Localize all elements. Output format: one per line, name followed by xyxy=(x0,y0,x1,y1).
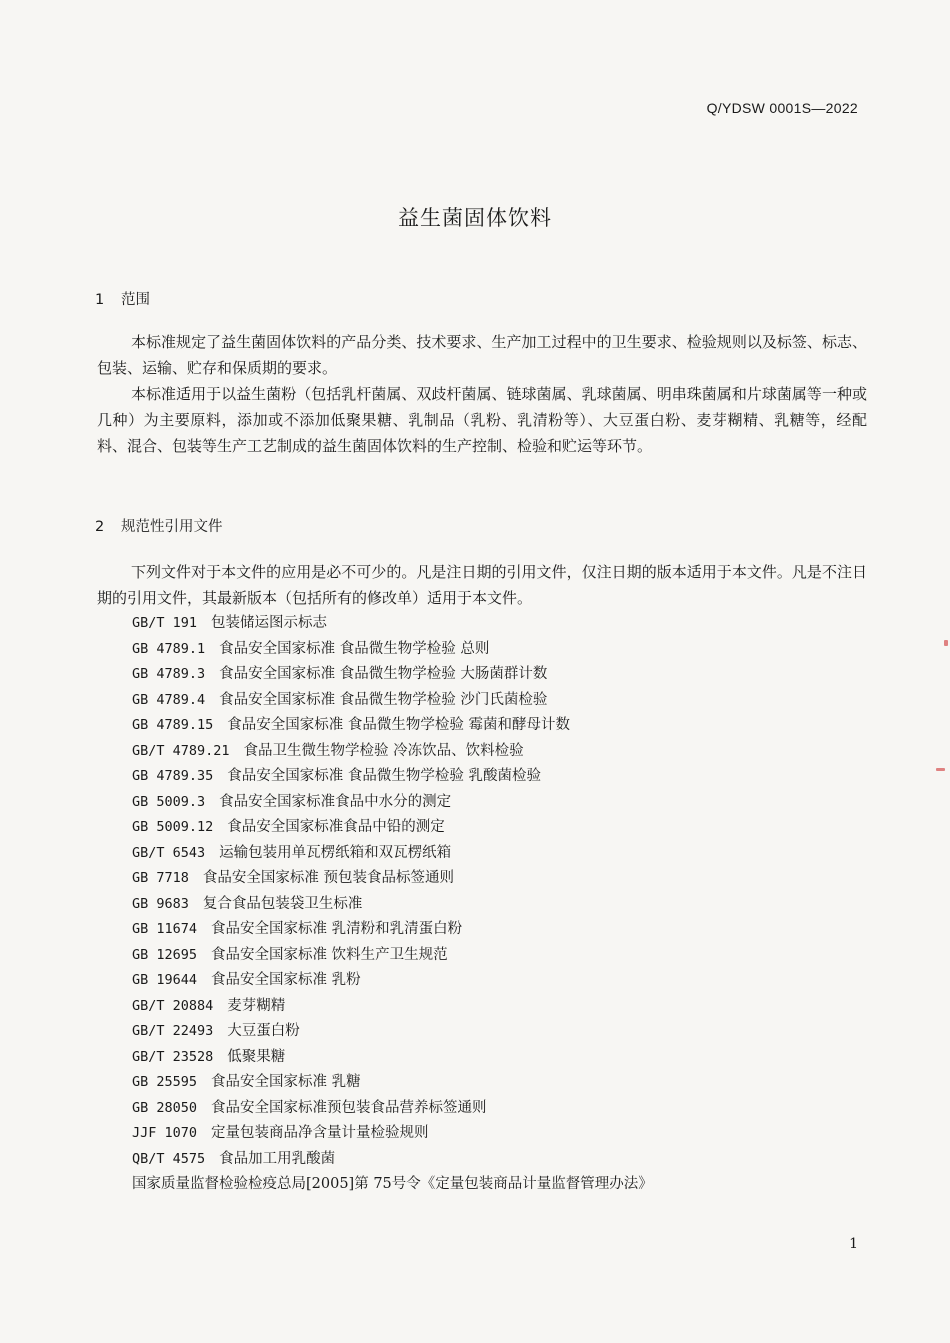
reference-item xyxy=(132,841,653,867)
reference-code: GB 4789.1 xyxy=(132,640,206,657)
reference-item xyxy=(132,739,653,765)
references-intro-paragraph: 下列文件对于本文件的应用是必不可少的。凡是注日期的引用文件，仅注日期的版本适用于本文件。凡是不注日期的引用文件，其最新版本（包括所有的修改单）适用于本文件。 xyxy=(97,563,867,607)
scope-paragraph-2: 本标准适用于以益生菌粉（包括乳杆菌属、双歧杆菌属、链球菌属、乳球菌属、明串珠菌属和片球菌属等一种或几种）为主要原料，添加或不添加低聚果糖、乳制品（乳粉、乳清粉等）、大豆蛋白粉、麦芽糊精、乳糖等，经配料、混合、包装等生产工艺制成的益生菌固体饮料的生产控制、检验和贮运等环节。 xyxy=(97,385,867,455)
scan-speck xyxy=(944,640,948,646)
reference-list xyxy=(132,611,653,1198)
reference-item xyxy=(132,1121,653,1147)
reference-title: 食品卫生微生物学检验 冷冻饮品、饮料检验 xyxy=(243,742,524,759)
section-number: 2 xyxy=(95,519,105,535)
reference-code: GB 4789.4 xyxy=(132,691,206,708)
reference-item xyxy=(132,994,653,1020)
reference-title: 食品安全国家标准 食品微生物学检验 霉菌和酵母计数 xyxy=(227,717,570,733)
scan-speck xyxy=(936,768,945,771)
page-title: 益生菌固体饮料 xyxy=(398,206,552,230)
reference-title: 食品安全国家标准 食品微生物学检验 大肠菌群计数 xyxy=(219,666,548,682)
reference-code: GB 9683 xyxy=(132,895,189,912)
reference-title: 食品安全国家标准 预包装食品标签通则 xyxy=(202,870,455,886)
scope-paragraph-1: 本标准规定了益生菌固体饮料的产品分类、技术要求、生产加工过程中的卫生要求、检验规则以及标签、标志、包装、运输、贮存和保质期的要求。 xyxy=(97,333,867,377)
reference-code: GB 25595 xyxy=(132,1074,198,1090)
reference-title: 食品安全国家标准 食品微生物学检验 沙门氏菌检验 xyxy=(219,691,548,708)
reference-code: GB 7718 xyxy=(132,870,189,886)
reference-code: GB/T 20884 xyxy=(132,997,214,1014)
reference-item xyxy=(132,1096,653,1122)
reference-item-regulation: 国家质量监督检验检疫总局[2005]第 75号令《定量包装商品计量监督管理办法》 xyxy=(132,1176,653,1192)
section-heading-scope xyxy=(95,288,150,309)
reference-item xyxy=(132,662,653,688)
section-title: 规范性引用文件 xyxy=(121,519,223,535)
reference-item xyxy=(132,764,653,790)
reference-code: QB/T 4575 xyxy=(132,1150,206,1167)
section-number: 1 xyxy=(95,292,105,308)
reference-code: GB 5009.3 xyxy=(132,793,206,810)
reference-item xyxy=(132,1019,653,1045)
reference-title: 食品安全国家标准食品中铅的测定 xyxy=(227,819,445,835)
reference-item xyxy=(132,637,653,663)
reference-code: GB/T 23528 xyxy=(132,1048,214,1065)
section-heading-normative-references xyxy=(95,515,223,536)
reference-code: JJF 1070 xyxy=(132,1125,198,1141)
reference-code: GB 19644 xyxy=(132,972,198,988)
reference-code: GB 5009.12 xyxy=(132,819,214,835)
page-number: 1 xyxy=(849,1236,858,1252)
reference-item xyxy=(132,713,653,739)
reference-code: GB 12695 xyxy=(132,946,198,963)
reference-item xyxy=(132,688,653,714)
reference-title: 食品安全国家标准 饮料生产卫生规范 xyxy=(211,946,448,963)
reference-item xyxy=(132,866,653,892)
reference-title: 低聚果糖 xyxy=(227,1048,286,1065)
reference-title: 食品安全国家标准食品中水分的测定 xyxy=(219,793,452,810)
reference-title: 食品安全国家标准 乳粉 xyxy=(211,972,361,988)
reference-title: 食品安全国家标准 食品微生物学检验 乳酸菌检验 xyxy=(227,768,541,784)
reference-title: 食品加工用乳酸菌 xyxy=(219,1150,336,1167)
section-title: 范围 xyxy=(121,292,150,308)
reference-title: 包装储运图示标志 xyxy=(211,615,328,631)
reference-item xyxy=(132,892,653,918)
reference-item xyxy=(132,917,653,943)
reference-code: GB/T 6543 xyxy=(132,844,206,861)
reference-code: GB/T 22493 xyxy=(132,1023,214,1039)
reference-item xyxy=(132,815,653,841)
reference-title: 麦芽糊精 xyxy=(227,997,286,1014)
reference-code: GB 28050 xyxy=(132,1099,198,1116)
reference-item xyxy=(132,968,653,994)
reference-item xyxy=(132,1070,653,1096)
reference-item xyxy=(132,790,653,816)
reference-code: GB 11674 xyxy=(132,921,198,937)
reference-item xyxy=(132,611,653,637)
reference-title: 运输包装用单瓦楞纸箱和双瓦楞纸箱 xyxy=(219,844,452,861)
reference-title: 大豆蛋白粉 xyxy=(227,1023,300,1039)
document-code: Q/YDSW 0001S—2022 xyxy=(706,100,858,116)
reference-item xyxy=(132,1045,653,1071)
reference-code: GB/T 191 xyxy=(132,615,198,631)
reference-title: 定量包装商品净含量计量检验规则 xyxy=(211,1125,429,1141)
reference-title: 复合食品包装袋卫生标准 xyxy=(202,895,363,912)
reference-title: 食品安全国家标准 食品微生物学检验 总则 xyxy=(219,640,490,657)
reference-item xyxy=(132,943,653,969)
reference-code: GB/T 4789.21 xyxy=(132,742,230,759)
reference-title: 食品安全国家标准预包装食品营养标签通则 xyxy=(211,1099,487,1116)
reference-title: 食品安全国家标准 乳糖 xyxy=(211,1074,361,1090)
reference-code: GB 4789.15 xyxy=(132,717,214,733)
reference-item xyxy=(132,1147,653,1173)
reference-title: 食品安全国家标准 乳清粉和乳清蛋白粉 xyxy=(211,921,463,937)
reference-code: GB 4789.3 xyxy=(132,666,206,682)
reference-code: GB 4789.35 xyxy=(132,768,214,784)
